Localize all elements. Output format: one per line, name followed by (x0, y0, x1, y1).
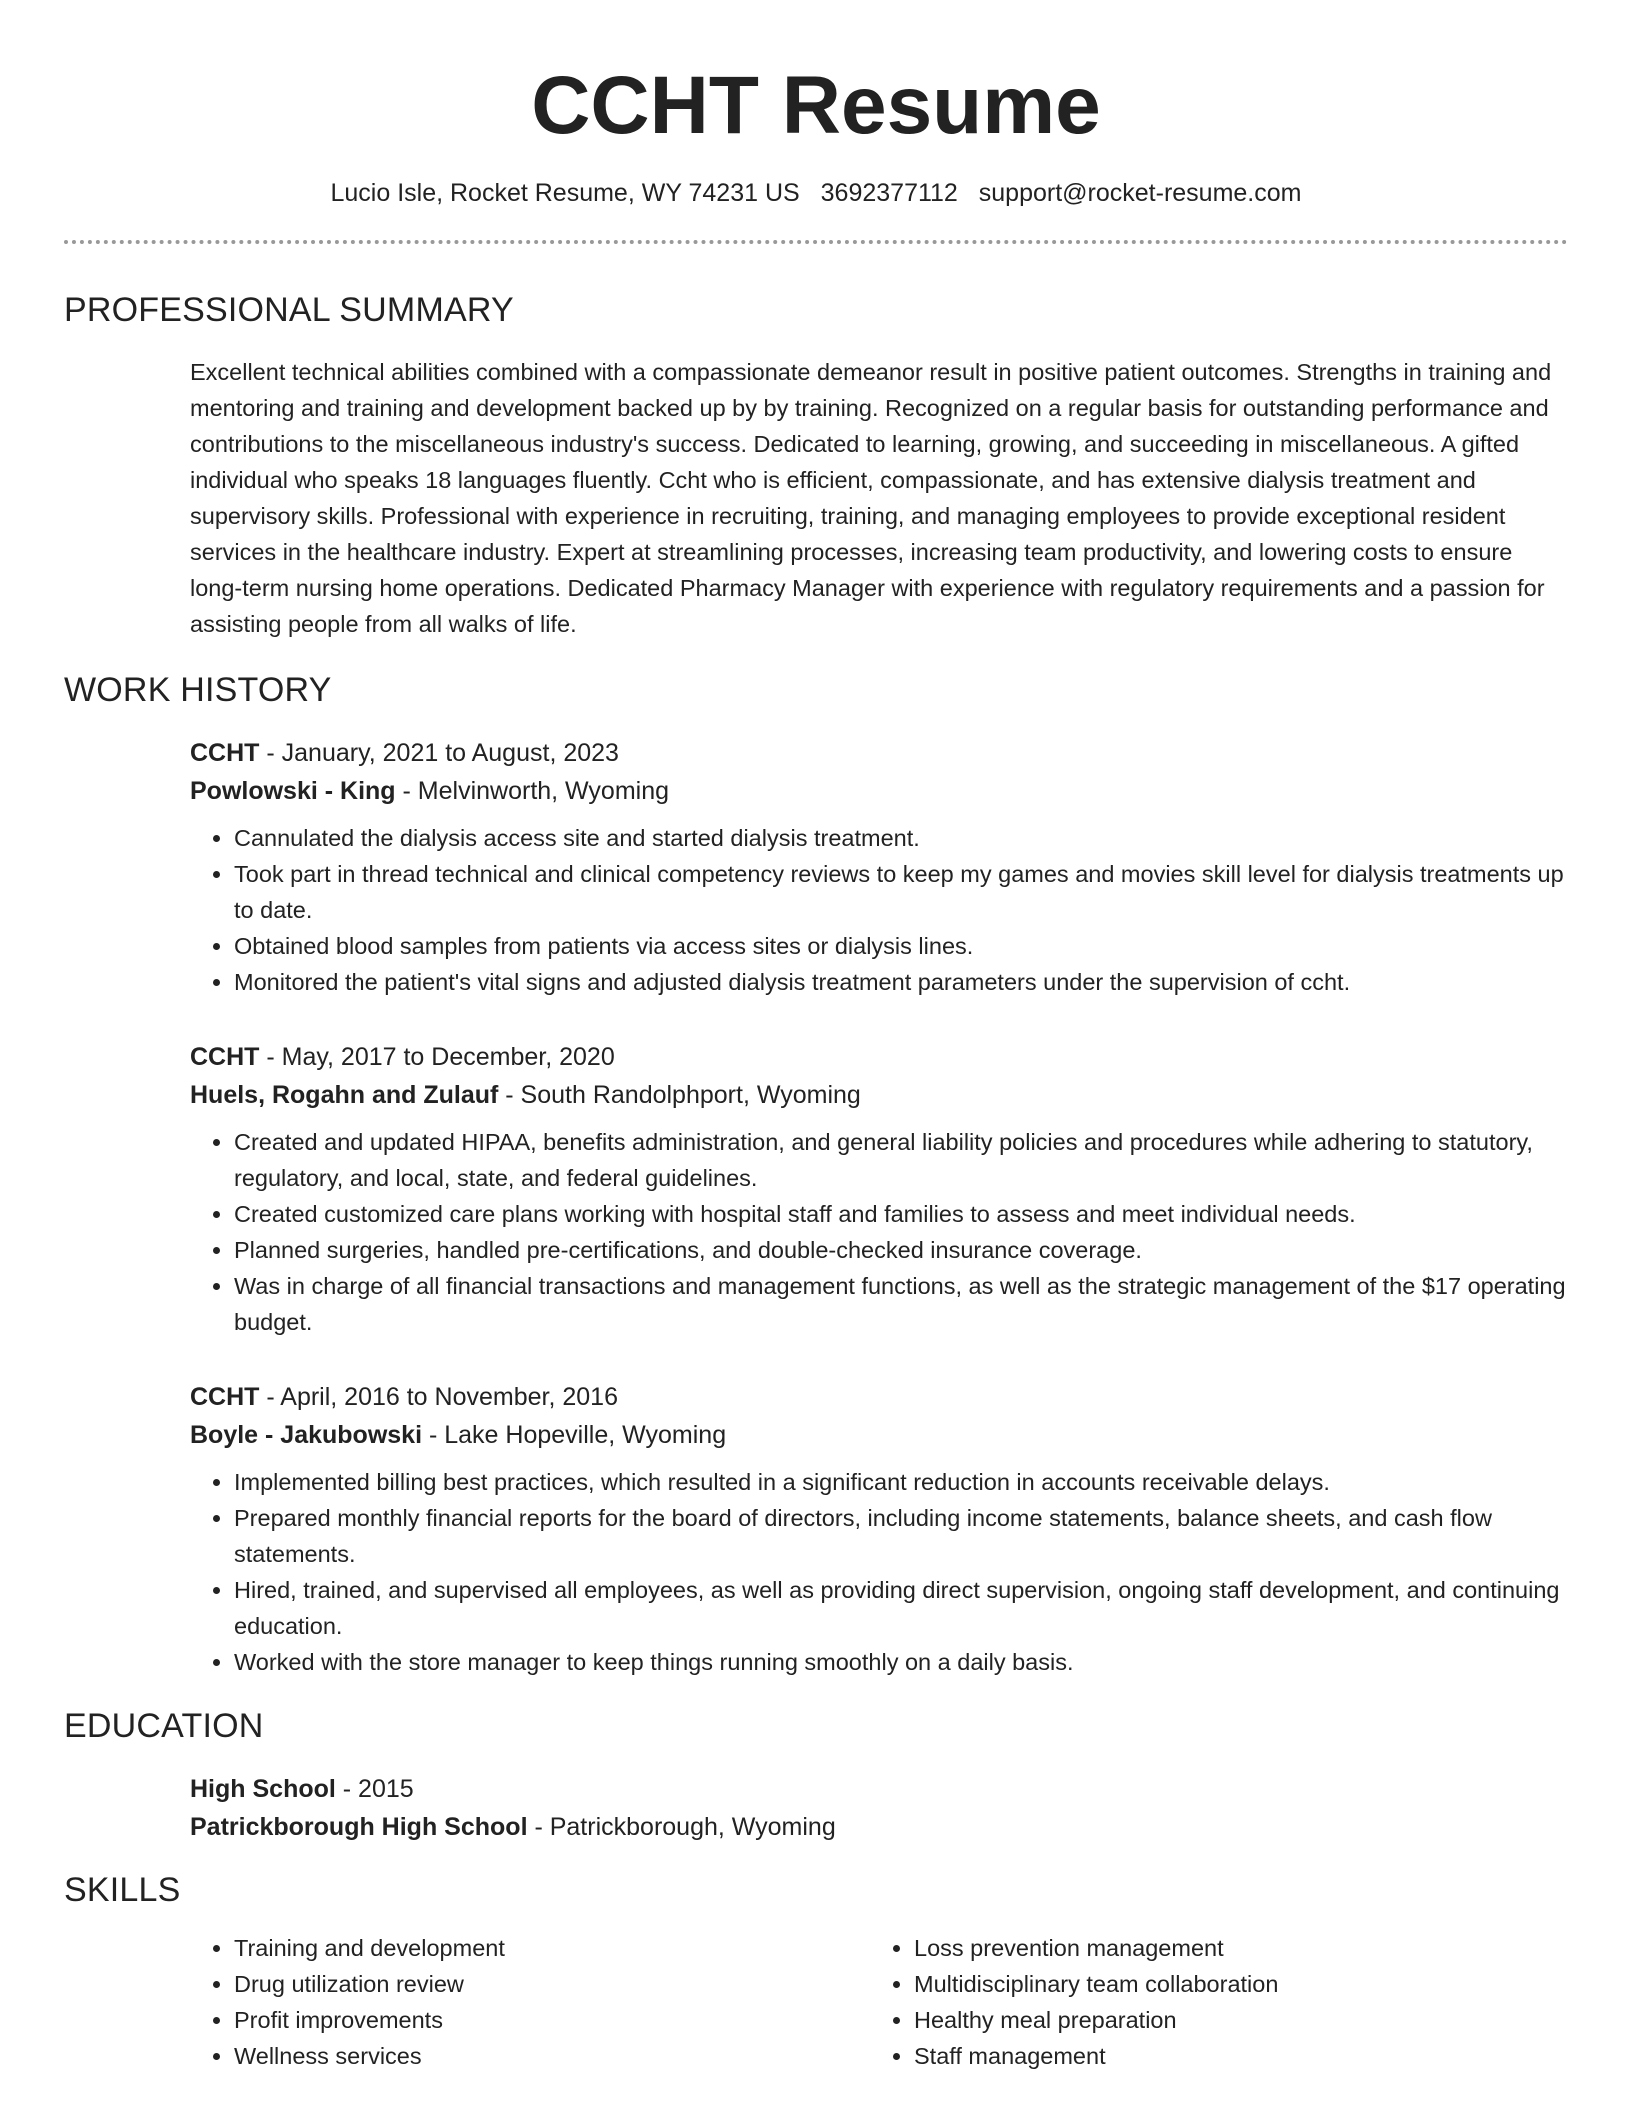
job-duty-item: • Took part in thread technical and clinical competency reviews to keep my games and movies skill level for dialysis treatments up to date. (234, 856, 1568, 928)
skill-item: • Training and development (234, 1930, 870, 1966)
job-company-line (190, 772, 1568, 810)
contact-phone: 3692377112 (820, 179, 958, 207)
skill-item: • Drug utilization review (234, 1966, 870, 2002)
job-duty-item: • Was in charge of all financial transactions and management functions, as well as the strategic management of the $17 operating budget. (234, 1268, 1568, 1340)
job-company: Huels, Rogahn and Zulauf (190, 1081, 499, 1109)
skills-grid (190, 1930, 1568, 2074)
education-entry (190, 1770, 1568, 1846)
job-entry (190, 734, 1568, 1000)
education-heading: EDUCATION (64, 1707, 264, 1745)
skills-heading: SKILLS (64, 1871, 181, 1909)
job-entry (190, 1378, 1568, 1680)
job-duties-list (190, 1124, 1568, 1340)
job-dates: - January, 2021 to August, 2023 (259, 739, 619, 767)
job-duty-item: • Prepared monthly financial reports for the board of directors, including income statements, balance sheets, and cash flow statements. (234, 1500, 1568, 1572)
job-duty-item: • Monitored the patient's vital signs and adjusted dialysis treatment parameters under the supervision of ccht. (234, 964, 1568, 1000)
job-duties-list (190, 1464, 1568, 1680)
education-school: Patrickborough High School (190, 1813, 528, 1841)
header-divider (64, 240, 1568, 244)
job-duty-item: • Implemented billing best practices, which resulted in a significant reduction in accounts receivable delays. (234, 1464, 1568, 1500)
skill-item: • Healthy meal preparation (914, 2002, 1550, 2038)
skills-list (190, 1930, 870, 2074)
job-company: Powlowski - King (190, 777, 396, 805)
job-company-line (190, 1076, 1568, 1114)
skill-item: • Staff management (914, 2038, 1550, 2074)
job-location: - Lake Hopeville, Wyoming (422, 1421, 727, 1449)
job-title: CCHT (190, 739, 260, 767)
job-duty-item: • Planned surgeries, handled pre-certifications, and double-checked insurance coverage. (234, 1232, 1568, 1268)
job-duty-item: • Obtained blood samples from patients via access sites or dialysis lines. (234, 928, 1568, 964)
summary-text: Excellent technical abilities combined with a compassionate demeanor result in positive patient outcomes. Strengths in training and mentoring and training and development backed up by by training. Recognized on a regular basis for outstanding performance and contributions to the miscellaneous industry's success. Dedicated to learning, growing, and succeeding in miscellaneous. A gifted individual who speaks 18 languages fluently. Ccht who is efficient, compassionate, and has extensive dialysis treatment and supervisory skills. Professional with experience in recruiting, training, and managing employees to provide exceptional resident services in the healthcare industry. Expert at streamlining processes, increasing team productivity, and lowering costs to ensure long-term nursing home operations. Dedicated Pharmacy Manager with experience with regulatory requirements and a passion for assisting people from all walks of life. (190, 359, 1552, 637)
job-duty-item: • Hired, trained, and supervised all employees, as well as providing direct supervision, ongoing staff development, and continuing education. (234, 1572, 1568, 1644)
work-history-heading: WORK HISTORY (64, 671, 332, 709)
job-company: Boyle - Jakubowski (190, 1421, 423, 1449)
job-duty-item: • Cannulated the dialysis access site and started dialysis treatment. (234, 820, 1568, 856)
skill-item: • Multidisciplinary team collaboration (914, 1966, 1550, 2002)
education-degree-line (190, 1770, 1568, 1808)
job-entry (190, 1038, 1568, 1340)
job-dates: - May, 2017 to December, 2020 (259, 1043, 615, 1071)
job-location: - Melvinworth, Wyoming (395, 777, 670, 805)
skill-item: • Wellness services (234, 2038, 870, 2074)
skill-item: • Profit improvements (234, 2002, 870, 2038)
job-title-line (190, 1038, 1568, 1076)
skills-column-right (870, 1930, 1550, 2074)
job-title: CCHT (190, 1383, 260, 1411)
education-school-line (190, 1808, 1568, 1846)
resume-title: CCHT Resume (531, 60, 1101, 151)
skills-list (870, 1930, 1550, 2074)
contact-email: support@rocket-resume.com (978, 179, 1302, 207)
job-title-line (190, 1378, 1568, 1416)
job-dates: - April, 2016 to November, 2016 (259, 1383, 618, 1411)
skill-item: • Loss prevention management (914, 1930, 1550, 1966)
job-title-line (190, 734, 1568, 772)
job-location: - South Randolphport, Wyoming (498, 1081, 861, 1109)
contact-line (64, 178, 1568, 208)
job-duties-list (190, 820, 1568, 1000)
education-location: - Patrickborough, Wyoming (527, 1813, 836, 1841)
summary-heading: PROFESSIONAL SUMMARY (64, 291, 514, 329)
job-title: CCHT (190, 1043, 260, 1071)
education-degree: High School (190, 1775, 336, 1803)
skills-column-left (190, 1930, 870, 2074)
job-duty-item: • Worked with the store manager to keep things running smoothly on a daily basis. (234, 1644, 1568, 1680)
job-duty-item: • Created and updated HIPAA, benefits administration, and general liability policies and procedures while adhering to statutory, regulatory, and local, state, and federal guidelines. (234, 1124, 1568, 1196)
contact-address: Lucio Isle, Rocket Resume, WY 74231 US (330, 179, 800, 207)
job-company-line (190, 1416, 1568, 1454)
education-year: - 2015 (335, 1775, 414, 1803)
job-duty-item: • Created customized care plans working with hospital staff and families to assess and meet individual needs. (234, 1196, 1568, 1232)
